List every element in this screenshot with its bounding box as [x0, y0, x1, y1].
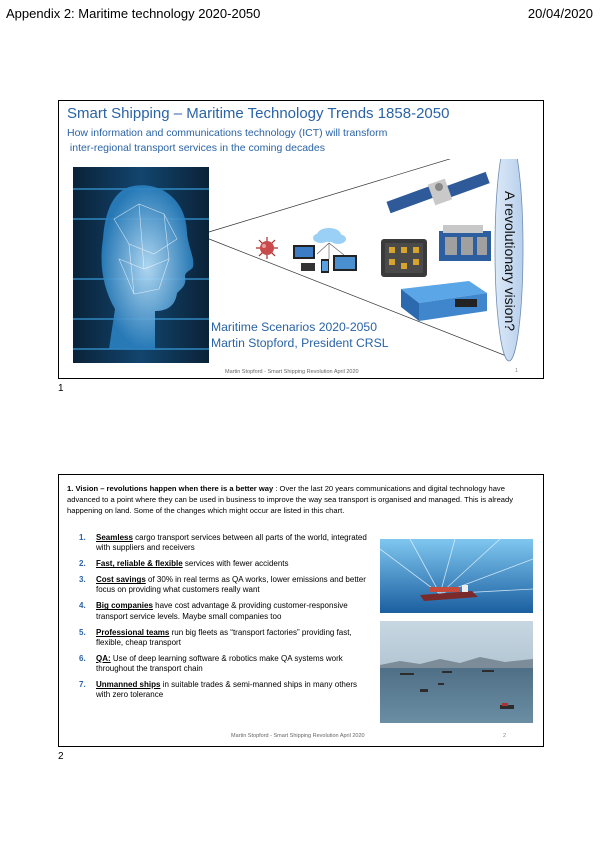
- list-item: [79, 533, 369, 553]
- page-header-date: 20/04/2020: [527, 6, 593, 21]
- list-item-text: in suitable trades & semi-manned ships in many others with zero tolerance: [96, 680, 357, 700]
- list-item-keyword: QA:: [96, 653, 111, 663]
- slide-2-label: 2: [58, 751, 64, 762]
- list-item: [79, 680, 369, 700]
- list-item-keyword: Professional teams: [96, 627, 170, 637]
- list-item-text: have cost advantage & providing customer-responsive transport service levels. Maybe small companies too: [96, 601, 348, 621]
- list-item: [79, 628, 369, 648]
- slide-1: [58, 100, 544, 379]
- scenario-author: Martin Stopford, President CRSL: [211, 336, 389, 350]
- vision-text-container: [493, 141, 523, 379]
- list-item-keyword: Fast, reliable & flexible: [96, 559, 183, 569]
- list-item-text: cargo transport services between all parts of the world, integrated with suppliers and receivers: [96, 533, 367, 553]
- slide-2-footer: Martin Stopford - Smart Shipping Revolution April 2020: [231, 733, 365, 739]
- sea-ships-photo: [380, 621, 533, 723]
- list-item-number: 7.: [79, 680, 86, 690]
- electronic-module-icon: [401, 281, 487, 321]
- digital-head-image: [73, 167, 209, 363]
- microchip-icon: [381, 239, 427, 277]
- list-item: [79, 575, 369, 595]
- list-item-keyword: Unmanned ships: [96, 680, 161, 690]
- list-item: [79, 601, 369, 621]
- slide-1-subtitle-line-2: inter-regional transport services in the coming decades: [67, 142, 325, 154]
- slide-2-change-list: [79, 533, 369, 706]
- slide-2: [58, 474, 544, 747]
- slide-2-page-number: 2: [503, 733, 507, 739]
- slide-2-intro-heading: 1. Vision – revolutions happen when there is a better way: [67, 484, 274, 493]
- list-item-number: 2.: [79, 559, 86, 569]
- list-item: [79, 654, 369, 674]
- slide-2-intro: [67, 483, 535, 517]
- virus-icon: [256, 237, 278, 259]
- list-item-text: of 30% in real terms as QA works, lower emissions and better focus on providing what customers really want: [96, 575, 366, 595]
- scenario-title: Maritime Scenarios 2020-2050: [211, 320, 377, 334]
- list-item: [79, 559, 369, 569]
- engine-icon: [439, 225, 491, 261]
- list-item-number: 6.: [79, 653, 86, 663]
- slide-2-intro-text: : Over the last 20 years communications and digital technology have advanced to a point where they can be used in business to improve the way sea transport is organised and managed. This is already happening on land. Some of the changes which might occur are listed in this chart.: [67, 484, 514, 516]
- digital-ship-photo: [380, 539, 533, 613]
- list-item-number: 4.: [79, 601, 86, 611]
- cloud-devices-icon: [293, 228, 357, 273]
- slide-1-footer: Martin Stopford - Smart Shipping Revolution April 2020: [225, 369, 359, 375]
- slide-1-label: 1: [58, 383, 64, 394]
- slide-1-title: Smart Shipping – Maritime Technology Trends 1858-2050: [67, 105, 450, 122]
- satellite-icon: [386, 172, 489, 213]
- cone-line-top: [199, 159, 509, 235]
- page-header-title: Appendix 2: Maritime technology 2020-2050: [6, 6, 261, 21]
- slide-1-subtitle-line-1: How information and communications technology (ICT) will transform: [67, 127, 388, 139]
- slide-1-page-number: 1: [515, 368, 519, 374]
- vision-text: A revolutionary vision?: [502, 190, 518, 332]
- list-item-keyword: Cost savings: [96, 575, 146, 585]
- list-item-keyword: Seamless: [96, 533, 133, 542]
- list-item-number: 5.: [79, 627, 86, 637]
- list-item-text: services with fewer accidents: [182, 559, 289, 569]
- list-item-text: run big fleets as “transport factories” providing fast, flexible, cheap transport: [96, 627, 352, 647]
- list-item-text: Use of deep learning software & robotics make QA systems work throughout the transport chain: [96, 653, 343, 674]
- list-item-keyword: Big companies: [96, 601, 153, 611]
- list-item-number: 1.: [79, 533, 86, 542]
- list-item-number: 3.: [79, 575, 86, 585]
